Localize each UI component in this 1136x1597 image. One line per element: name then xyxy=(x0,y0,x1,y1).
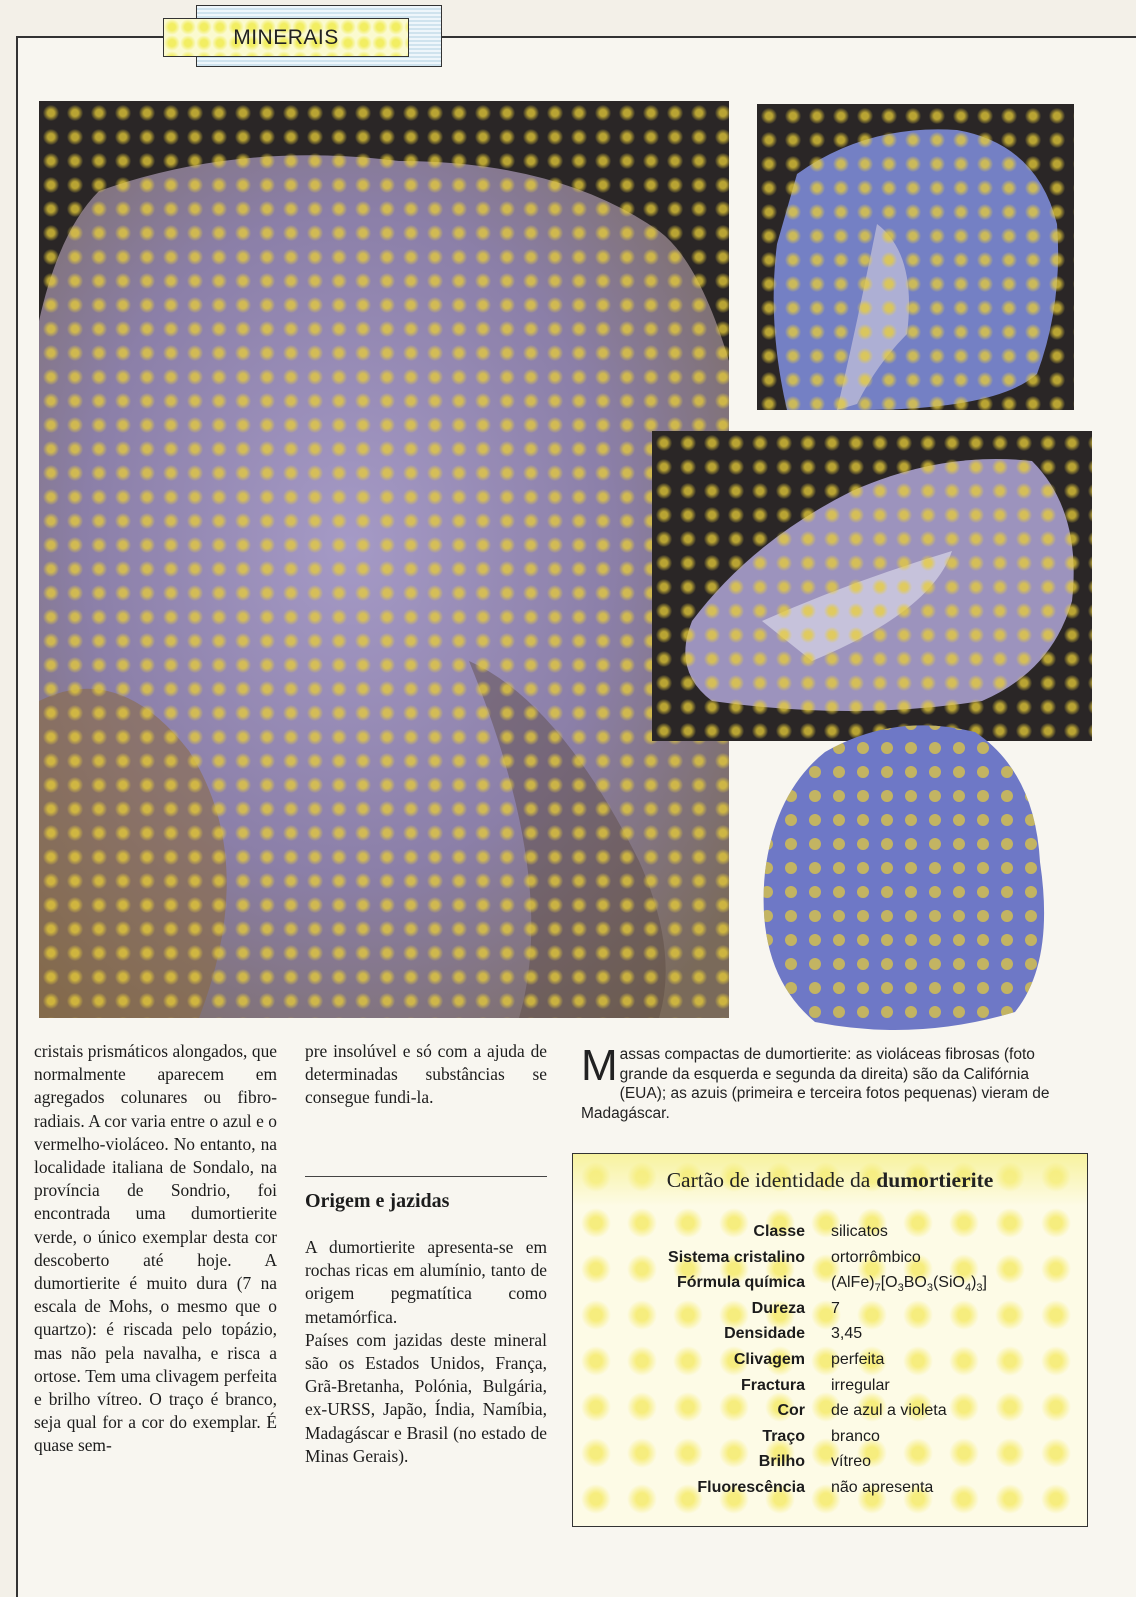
card-key: Sistema cristalino xyxy=(668,1248,805,1266)
card-key: Cor xyxy=(777,1402,805,1420)
photo-large-left xyxy=(39,101,729,1018)
photo-small-bottom-right xyxy=(755,712,1055,1042)
card-value: branco xyxy=(831,1427,880,1445)
text-column-2-top xyxy=(305,1040,547,1110)
column1-paragraph: cristais prismáticos alongados, que normalmente aparecem em agregados colunares ou fibro-radiais. A cor varia entre o azul e o vermelho-violáceo. No entanto, na localidade italiana de Sondalo, na província de Sondrio, foi encontrada uma dumortierite verde, o único exemplar desta cor descoberto até hoje. A dumortierite é muito dura (7 na escala de Mohs, o mesmo que o quartzo): é riscada pelo topázio, mas não pela navalha, e risca a ortose. Tem uma clivagem perfeita e brilho vítreo. O traço é branco, seja qual for a cor do exemplar. É quase sem- xyxy=(34,1041,277,1456)
column2-paragraph-2: Países com jazidas deste mineral são os Estados Unidos, França, Grã-Bretanha, Polónia, Bulgária, ex-URSS, Japão, Índia, Namíbia, Madagáscar e Brasil (no estado de Minas Gerais). xyxy=(305,1329,547,1466)
card-value: silicatos xyxy=(831,1223,888,1240)
section-header-tab xyxy=(163,18,409,57)
card-title-mineral: dumortierite xyxy=(876,1167,994,1192)
card-value: ortorrômbico xyxy=(831,1248,921,1266)
card-row-clivagem xyxy=(573,1349,1087,1375)
card-row-traco xyxy=(573,1426,1087,1452)
card-key: Brilho xyxy=(758,1453,805,1471)
column2-paragraph-top: pre insolúvel e só com a ajuda de determinadas substâncias se consegue fundi-la. xyxy=(305,1041,547,1108)
rock-shape-bottom-right xyxy=(755,712,1055,1042)
card-row-fractura xyxy=(573,1375,1087,1401)
card-key: Fluorescência xyxy=(697,1478,805,1496)
card-value: 3,45 xyxy=(831,1325,863,1343)
photo-small-middle-right xyxy=(652,431,1092,741)
card-value: vítreo xyxy=(831,1453,872,1471)
card-row-fluorescencia xyxy=(573,1477,1087,1503)
text-column-2-bottom xyxy=(305,1236,547,1468)
card-value: de azul a violeta xyxy=(831,1402,947,1420)
column2-paragraph-1: A dumortierite apresenta-se em rochas ricas em alumínio, tanto de origem pegmatítica como metamórfica. xyxy=(305,1237,547,1327)
identity-card-title xyxy=(573,1154,1087,1206)
card-row-formula xyxy=(573,1272,1087,1298)
photo-small-top-right xyxy=(757,104,1074,410)
card-key: Traço xyxy=(762,1427,805,1445)
photo-caption xyxy=(581,1041,1071,1123)
rock-shape-top-right xyxy=(757,104,1074,410)
text-column-1 xyxy=(34,1040,277,1458)
card-row-classe xyxy=(573,1221,1087,1247)
card-key: Densidade xyxy=(724,1325,805,1343)
rock-shape-middle-right xyxy=(652,431,1092,741)
identity-card xyxy=(572,1153,1088,1527)
card-value: perfeita xyxy=(831,1350,885,1368)
card-value-formula: $(AlFe)_7[O_3BO_3(SiO_4)_3]$ xyxy=(831,1274,987,1295)
card-row-dureza xyxy=(573,1298,1087,1324)
card-row-cor xyxy=(573,1400,1087,1426)
card-value: irregular xyxy=(831,1376,890,1394)
card-row-densidade xyxy=(573,1323,1087,1349)
identity-card-rows xyxy=(573,1221,1087,1503)
card-key: Classe xyxy=(753,1223,805,1240)
card-key: Fractura xyxy=(740,1376,805,1394)
card-value: não apresenta xyxy=(831,1478,934,1496)
section-divider xyxy=(305,1176,547,1177)
card-row-brilho xyxy=(573,1451,1087,1477)
card-row-sistema xyxy=(573,1247,1087,1273)
rock-shape-large xyxy=(39,101,729,1018)
caption-text: assas compactas de dumortierite: as violáceas fibrosas (foto grande da esquerda e segunda da direita) são da Califórnia (EUA); as azuis (primeira e terceira fotos pequenas) vieram de Madagáscar. xyxy=(581,1046,1050,1122)
section-label: MINERAIS xyxy=(233,25,339,49)
card-title-prefix: Cartão de identidade da xyxy=(666,1167,871,1192)
card-key: Clivagem xyxy=(733,1350,805,1368)
card-value: 7 xyxy=(831,1299,840,1317)
card-key: Dureza xyxy=(751,1299,805,1317)
section-title-origem: Origem e jazidas xyxy=(305,1190,450,1212)
caption-dropcap: M xyxy=(581,1041,618,1090)
card-key: Fórmula química xyxy=(676,1274,805,1292)
